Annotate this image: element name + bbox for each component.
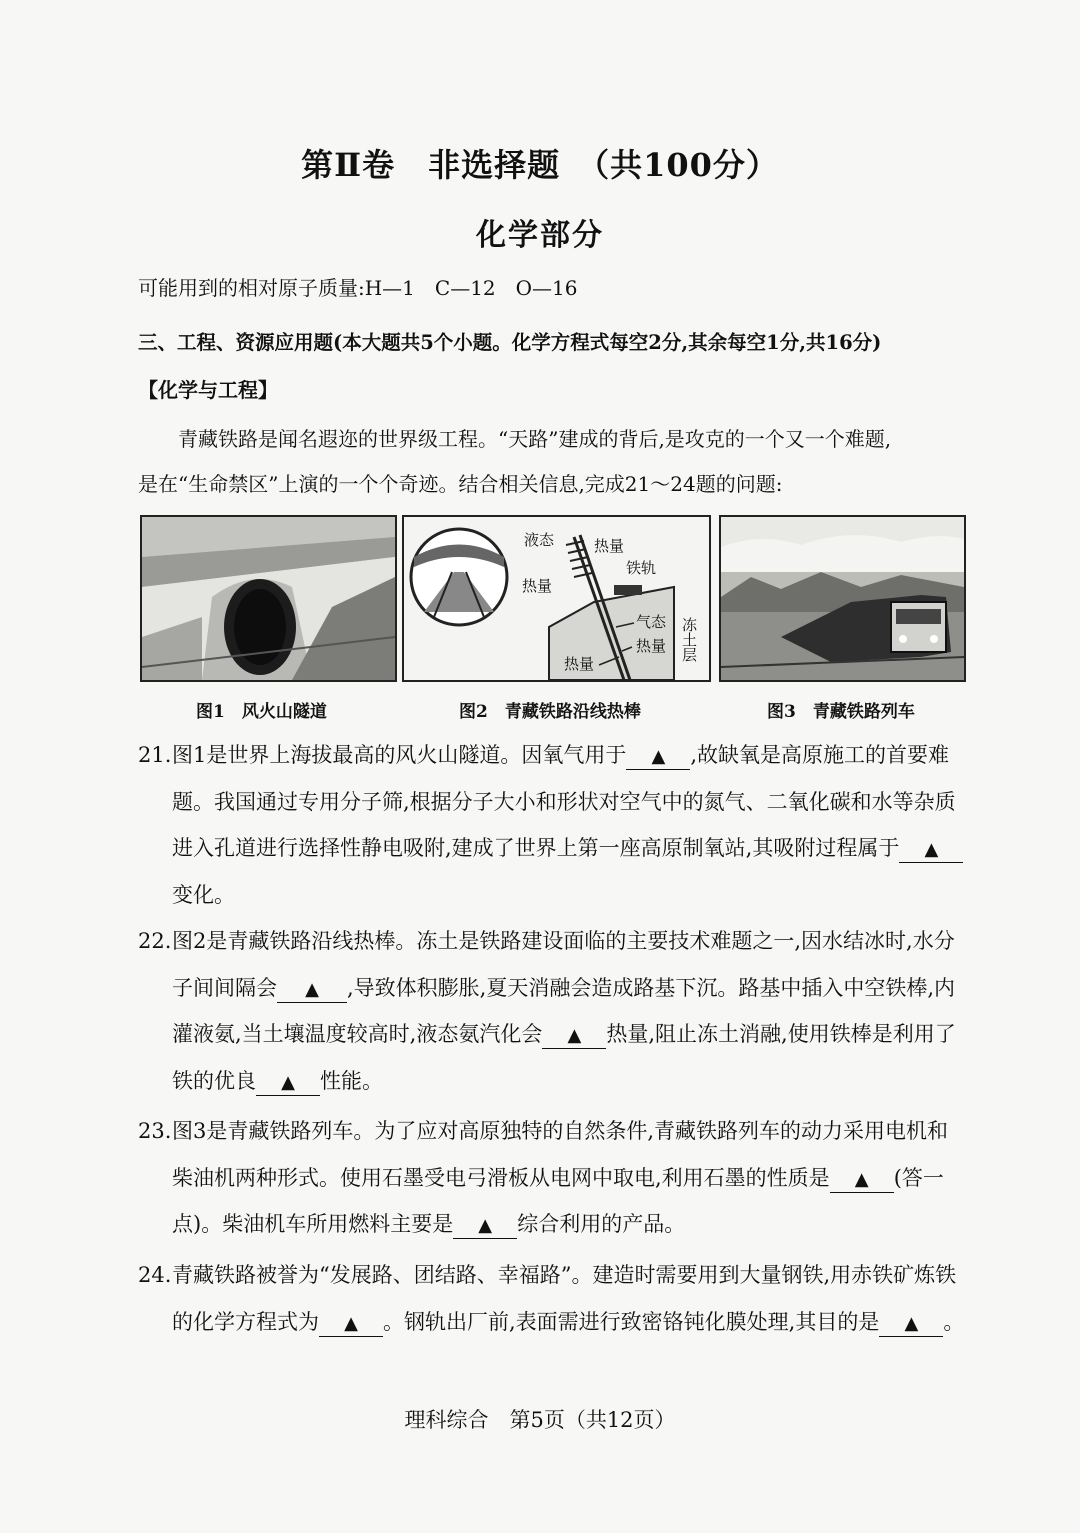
question-text: (答一点)。柴油机车所用燃料主要是 [172,1165,944,1236]
question-number: 21. [138,743,172,767]
answer-blank[interactable] [453,1212,517,1239]
label-liquid: 液态 [524,531,555,549]
paper-title: 第Ⅱ卷 非选择题 （共100分） [301,146,779,184]
label-rail: 铁轨 [626,559,657,577]
figure-1-tunnel-photo [140,515,397,682]
figure-3-caption: 图3 青藏铁路列车 [767,702,915,722]
answer-blank[interactable] [626,743,690,770]
question-text: 。 [943,1309,965,1334]
question-21 [138,732,968,918]
answer-blank[interactable] [277,976,347,1003]
question-text: ,导致体积膨胀,夏天消融会造成路基下沉。路基中插入中空铁棒,内灌液氨,当土壤温度较高时,液态氨汽化会 [172,975,956,1046]
question-text: 图2是青藏铁路沿线热棒。冻土是铁路建设面临的主要技术难题之一,因水结冰时,水分子间间隔会 [172,929,955,1000]
triangle-icon: ▲ [281,1071,295,1093]
section-heading: 三、工程、资源应用题(本大题共5个小题。化学方程式每空2分,其余每空1分,共16分) [138,331,882,354]
question-text: 综合利用的产品。 [517,1212,686,1236]
intro-line-1: 青藏铁路是闻名遐迩的世界级工程。“天路”建成的背后,是攻克的一个又一个难题, [178,427,892,451]
figure-3-train-photo [719,515,966,682]
answer-blank[interactable] [879,1310,943,1337]
question-23 [138,1108,968,1248]
triangle-icon: ▲ [567,1025,582,1046]
topic-label: 【化学与工程】 [138,378,278,402]
question-text: 热量,阻止冻土消融,使用铁棒是利用了铁的优良 [172,1022,956,1093]
figure-2-caption: 图2 青藏铁路沿线热棒 [459,702,641,722]
question-text: 图3是青藏铁路列车。为了应对高原独特的自然条件,青藏铁路列车的动力采用电机和柴油机两种形式。使用石墨受电弓滑板从电网中取电,利用石墨的性质是 [172,1119,949,1190]
question-text: ,故缺氧是高原施工的首要难题。我国通过专用分子筛,根据分子大小和形状对空气中的氮气、二氧化碳和水等杂质进入孔道进行选择性静电吸附,建成了世界上第一座高原制氧站,其吸附过程属于 [172,743,956,860]
triangle-icon: ▲ [344,1312,358,1334]
triangle-icon: ▲ [478,1215,493,1236]
label-heat-bottom: 热量 [564,655,595,673]
answer-blank[interactable] [830,1166,894,1193]
triangle-icon: ▲ [924,839,939,860]
question-number: 22. [138,929,172,953]
triangle-icon: ▲ [305,978,319,1000]
question-text: 图1是世界上海拔最高的风火山隧道。因氧气用于 [172,743,627,767]
figure-2-heat-pipe-diagram [402,515,711,682]
page-footer: 理科综合 第5页（共12页） [404,1408,676,1432]
question-text: 变化。 [172,882,235,907]
label-heat-top: 热量 [594,537,625,555]
intro-line-2: 是在“生命禁区”上演的一个个奇迹。结合相关信息,完成21～24题的问题: [138,472,783,496]
question-number: 23. [138,1119,172,1143]
question-text: 青藏铁路被誉为“发展路、团结路、幸福路”。建造时需要用到大量钢铁,用赤铁矿炼铁的化学方程式为 [172,1263,957,1334]
atomic-masses: 可能用到的相对原子质量:H—1 C—12 O—16 [138,276,578,300]
answer-blank[interactable] [319,1310,383,1337]
label-frozen-layer: 冻土层 [680,617,698,662]
label-heat-left: 热量 [522,577,553,595]
question-text: 。钢轨出厂前,表面需进行致密铬钝化膜处理,其目的是 [383,1309,880,1334]
answer-blank[interactable] [542,1022,606,1049]
answer-blank[interactable] [256,1069,320,1096]
label-gas: 气态 [636,613,667,631]
triangle-icon: ▲ [904,1312,919,1334]
question-22 [138,918,968,1104]
question-text: 性能。 [320,1068,383,1093]
triangle-icon: ▲ [854,1168,869,1190]
subject-title: 化学部分 [476,218,604,253]
question-24 [138,1252,968,1345]
answer-blank[interactable] [899,836,963,863]
triangle-icon: ▲ [651,746,666,767]
label-heat-mid: 热量 [636,637,667,655]
question-number: 24. [138,1263,172,1287]
figure-1-caption: 图1 风火山隧道 [196,702,327,722]
